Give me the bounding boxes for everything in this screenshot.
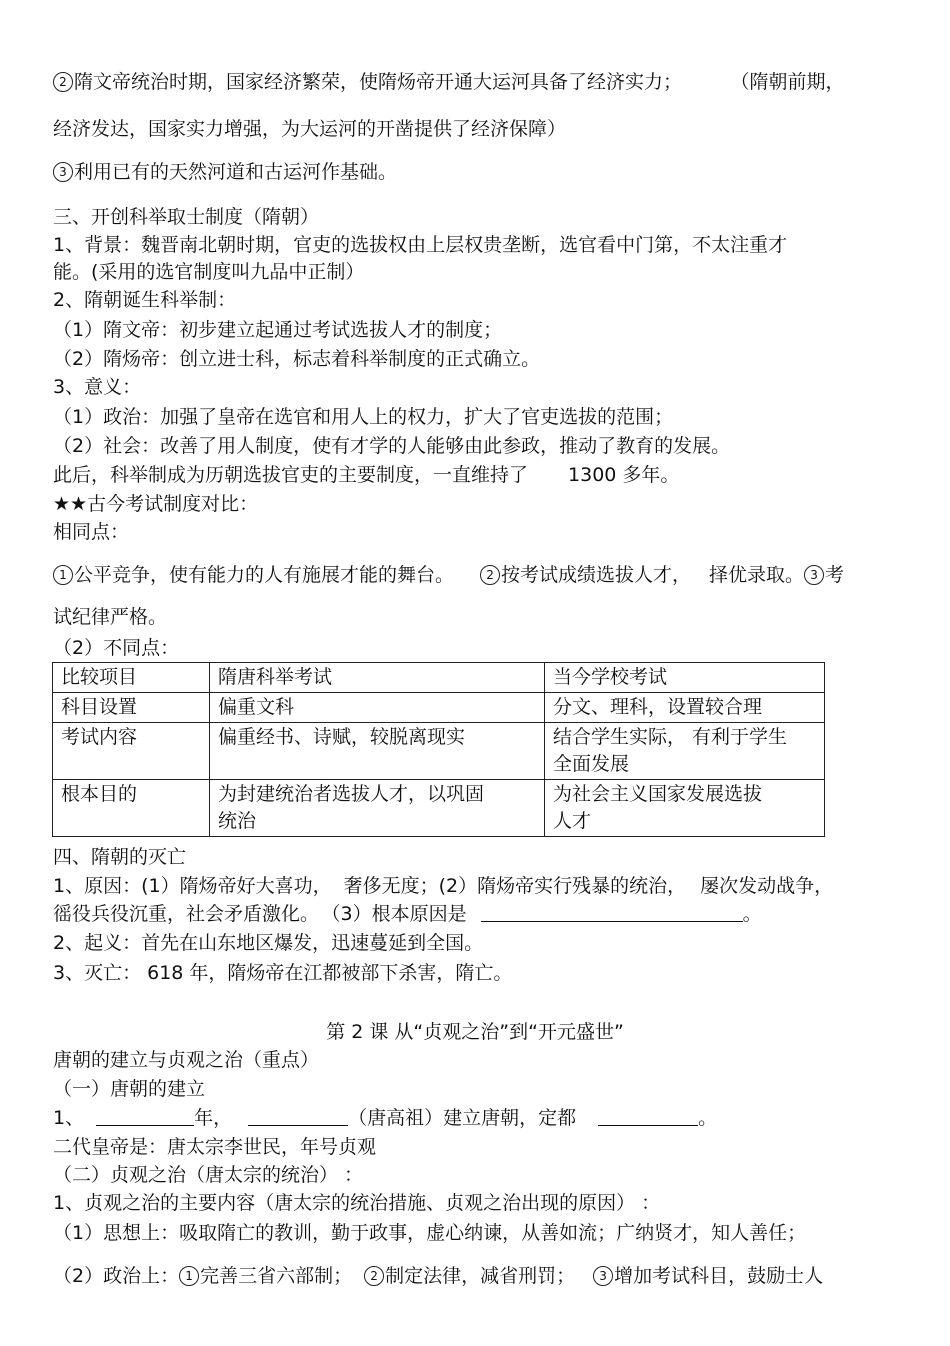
lesson-title: 第 2 课 从“贞观之治”到“开元盛世” xyxy=(326,1021,624,1043)
text-line: （2）社会：改善了用人制度，使有才学的人能够由此参政，推动了教育的发展。 xyxy=(53,435,731,457)
text-line: 经济发达，国家实力增强，为大运河的开凿提供了经济保障） xyxy=(53,118,567,140)
text-line: 徭役兵役沉重，社会矛盾激化。 （3）根本原因是 。 xyxy=(53,903,762,925)
table-header-cell: 比较项目 xyxy=(53,663,210,693)
fill-blank[interactable] xyxy=(96,1107,194,1126)
table-row xyxy=(53,780,825,837)
text-line: 2、起义：首先在山东地区爆发，迅速蔓延到全国。 xyxy=(53,932,484,954)
circled-number-1: 1 xyxy=(53,565,73,585)
text-line: （1）政治：加强了皇帝在选官和用人上的权力，扩大了官吏选拔的范围； xyxy=(53,406,674,428)
table-cell: 偏重经书、诗赋，较脱离现实 xyxy=(210,723,545,780)
circled-number-1: 1 xyxy=(179,1266,199,1286)
fill-blank[interactable] xyxy=(248,1107,348,1126)
circled-number-3: 3 xyxy=(53,162,73,182)
text-line: 二代皇帝是：唐太宗李世民，年号贞观 xyxy=(53,1136,377,1158)
table-cell: 科目设置 xyxy=(53,693,210,723)
table-cell: 考试内容 xyxy=(53,723,210,780)
text-line: 1 公平竞争，使有能力的人有施展才能的舞台。 2 按考试成绩选拔人才， 择优录取。 3 考 xyxy=(53,563,844,587)
text-line: 2、隋朝诞生科举制： xyxy=(53,289,237,311)
text-line: （1）隋文帝：初步建立起通过考试选拔人才的制度； xyxy=(53,319,503,341)
text-line: ★★古今考试制度对比： xyxy=(53,493,259,515)
text-line: 2 隋文帝统治时期，国家经济繁荣，使隋炀帝开通大运河具备了经济实力； （隋朝前期， xyxy=(53,70,845,94)
table-row xyxy=(53,723,825,780)
text-line: （2）隋炀帝：创立进士科，标志着科举制度的正式确立。 xyxy=(53,348,541,370)
circled-number-3: 3 xyxy=(804,565,824,585)
text-line: 此后，科举制成为历朝选拔官吏的主要制度，一直维持了 1300 多年。 xyxy=(53,464,680,486)
text-line: 唐朝的建立与贞观之治（重点） xyxy=(53,1049,320,1071)
text-line: 1、背景：魏晋南北朝时期，官吏的选拔权由上层权贵垄断，选官看中门第，不太注重才 xyxy=(53,234,788,256)
text-line: （1）思想上：吸取隋亡的教训，勤于政事，虚心纳谏，从善如流；广纳贤才，知人善任； xyxy=(53,1222,807,1244)
table-cell: 为封建统治者选拔人才，以巩固 统治 xyxy=(210,780,545,837)
table-cell: 结合学生实际， 有利于学生 全面发展 xyxy=(545,723,825,780)
table-header-cell: 当今学校考试 xyxy=(545,663,825,693)
text-line: 1、 年， （唐高祖）建立唐朝，定都 。 xyxy=(53,1107,718,1129)
table-header-cell: 隋唐科举考试 xyxy=(210,663,545,693)
fill-blank[interactable] xyxy=(481,903,743,922)
text-line: 3、灭亡： 618 年，隋炀帝在江都被部下杀害，隋亡。 xyxy=(53,962,513,984)
section-heading: 三、开创科举取士制度（隋朝） xyxy=(53,206,320,228)
text-line: 1、原因：(1）隋炀帝好大喜功， 奢侈无度；(2）隋炀帝实行残暴的统治， 屡次发动战争， xyxy=(53,875,834,897)
text-line: 试纪律严格。 xyxy=(53,606,168,628)
table-row xyxy=(53,693,825,723)
text-line: （2）政治上： 1 完善三省六部制； 2 制定法律，减省刑罚； 3 增加考试科目，鼓励士人 xyxy=(53,1265,824,1287)
circled-number-3: 3 xyxy=(593,1266,613,1286)
text-line: （二）贞观之治（唐太宗的统治） ： xyxy=(53,1164,364,1186)
text-line: 1、贞观之治的主要内容（唐太宗的统治措施、贞观之治出现的原因） ： xyxy=(53,1192,661,1214)
table-cell: 分文、理科，设置较合理 xyxy=(545,693,825,723)
circled-number-2: 2 xyxy=(364,1266,384,1286)
text-line: （一）唐朝的建立 xyxy=(53,1078,206,1100)
comparison-table xyxy=(52,662,825,837)
fill-blank[interactable] xyxy=(598,1107,698,1126)
circled-number-2: 2 xyxy=(53,72,73,92)
text-line: 3 利用已有的天然河道和古运河作基础。 xyxy=(53,160,397,184)
section-heading: 四、隋朝的灭亡 xyxy=(53,846,187,868)
text-line: 3、意义： xyxy=(53,376,142,398)
circled-number-2: 2 xyxy=(480,565,500,585)
text-line: 相同点： xyxy=(53,521,130,543)
table-cell: 为社会主义国家发展选拔 人才 xyxy=(545,780,825,837)
text-line: （2）不同点： xyxy=(53,637,180,659)
table-cell: 根本目的 xyxy=(53,780,210,837)
table-header-row xyxy=(53,663,825,693)
text-line: 能。(采用的选官制度叫九品中正制） xyxy=(53,261,365,283)
table-cell: 偏重文科 xyxy=(210,693,545,723)
